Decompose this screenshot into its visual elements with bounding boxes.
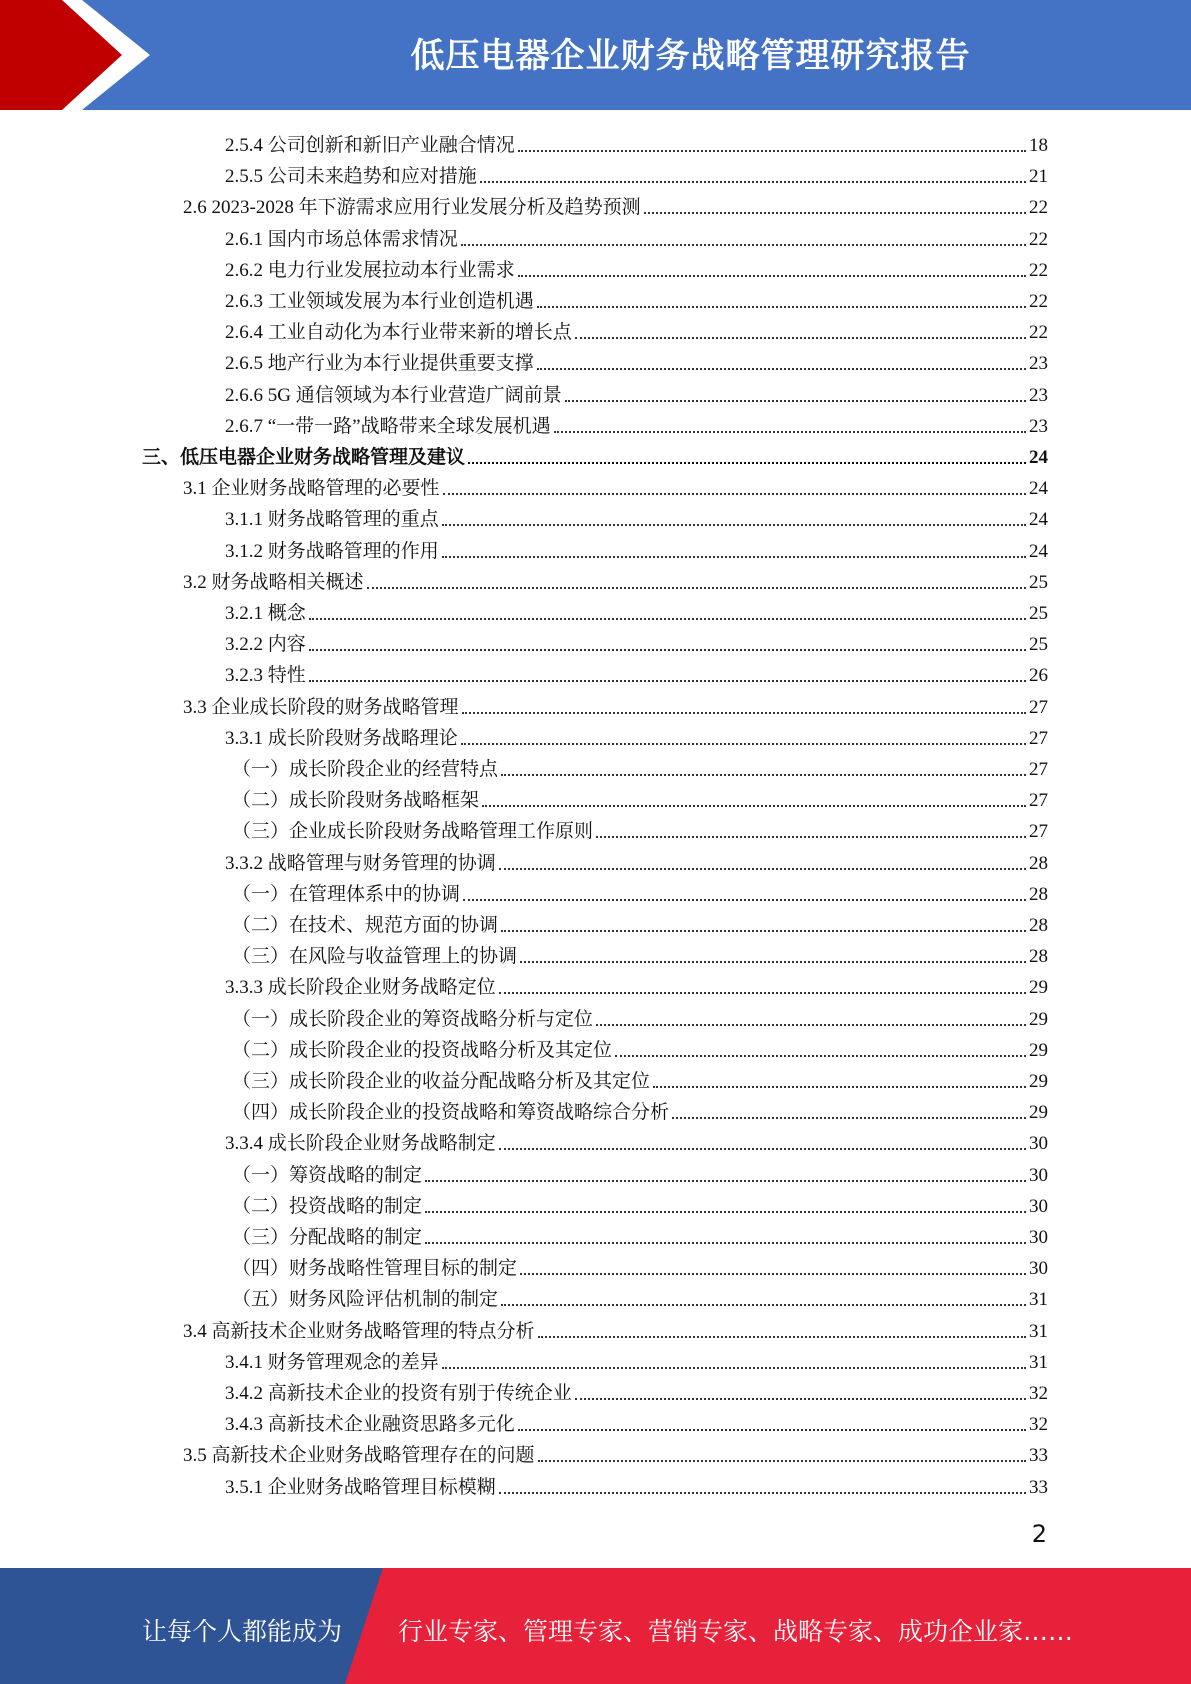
toc-entry[interactable] <box>225 533 1048 564</box>
toc-entry-page: 28 <box>1029 915 1048 936</box>
toc-dot-leader <box>461 243 1026 246</box>
toc-entry[interactable] <box>225 720 1048 751</box>
toc-entry-page: 24 <box>1029 447 1048 468</box>
toc-dot-leader <box>501 929 1026 932</box>
toc-dot-leader <box>480 180 1026 183</box>
toc-entry-label: 2.6.1 国内市场总体需求情况 <box>225 228 458 250</box>
toc-entry-page: 29 <box>1029 1102 1048 1124</box>
toc-entry[interactable] <box>232 1250 1048 1281</box>
toc-entry[interactable] <box>232 1219 1048 1250</box>
toc-entry-page: 32 <box>1029 1414 1048 1436</box>
toc-entry[interactable] <box>232 1001 1048 1032</box>
toc-dot-leader <box>672 1116 1026 1119</box>
toc-entry-label: 3.4.1 财务管理观念的差异 <box>225 1351 439 1373</box>
toc-entry[interactable] <box>232 782 1048 813</box>
toc-entry[interactable] <box>232 1094 1048 1125</box>
toc-entry-label: （一）筹资战略的制定 <box>232 1164 423 1186</box>
toc-entry-label: 3.5 高新技术企业财务战略管理存在的问题 <box>183 1445 535 1467</box>
toc-entry[interactable] <box>183 564 1048 595</box>
toc-entry-page: 22 <box>1029 322 1048 344</box>
toc-dot-leader <box>520 1272 1026 1275</box>
toc-entry-label: 3.1 企业财务战略管理的必要性 <box>183 478 440 500</box>
toc-dot-leader <box>518 149 1026 152</box>
toc-entry[interactable] <box>183 1437 1048 1468</box>
toc-entry[interactable] <box>225 408 1048 439</box>
toc-dot-leader <box>518 274 1026 277</box>
toc-entry-page: 33 <box>1029 1445 1048 1467</box>
toc-entry[interactable] <box>232 751 1048 782</box>
toc-dot-leader <box>499 1147 1026 1150</box>
toc-entry-label: （一）在管理体系中的协调 <box>232 883 461 905</box>
toc-dot-leader <box>442 555 1026 558</box>
footer-slogan-right: 行业专家、管理专家、营销专家、战略专家、成功企业家…… <box>398 1617 1074 1646</box>
toc-dot-leader <box>575 1397 1026 1400</box>
toc-dot-leader <box>596 1023 1026 1026</box>
toc-dot-leader <box>468 461 1026 464</box>
toc-entry-label: 3.2.3 特性 <box>225 665 306 687</box>
toc-entry-page: 31 <box>1029 1351 1048 1373</box>
toc-dot-leader <box>367 586 1026 589</box>
toc-entry-page: 29 <box>1029 1008 1048 1030</box>
toc-entry-label: （三）成长阶段企业的收益分配战略分析及其定位 <box>232 1071 651 1092</box>
toc-entry[interactable] <box>225 1375 1048 1406</box>
toc-dot-leader <box>463 898 1026 901</box>
toc-entry-page: 27 <box>1029 790 1048 812</box>
toc-dot-leader <box>309 679 1026 682</box>
toc-dot-leader <box>499 991 1026 994</box>
toc-entry-page: 24 <box>1029 478 1048 500</box>
toc-entry[interactable] <box>232 1032 1048 1063</box>
toc-entry[interactable] <box>225 252 1048 283</box>
toc-entry[interactable] <box>183 1313 1048 1344</box>
toc-entry-label: 3.2 财务战略相关概述 <box>183 571 364 593</box>
toc-dot-leader <box>538 1459 1026 1462</box>
toc-entry-page: 24 <box>1029 540 1048 562</box>
toc-entry-page: 27 <box>1029 696 1048 718</box>
toc-entry-page: 27 <box>1029 727 1048 749</box>
toc-dot-leader <box>520 960 1026 963</box>
toc-entry-label: 3.2.2 内容 <box>225 634 306 656</box>
page-number: 2 <box>1031 1520 1047 1548</box>
toc-entry-label: （三）企业成长阶段财务战略管理工作原则 <box>232 821 594 843</box>
toc-entry-label: （三）在风险与收益管理上的协调 <box>232 946 518 968</box>
toc-dot-leader <box>554 430 1026 433</box>
page-header <box>0 0 1191 110</box>
toc-entry-label: （三）分配战略的制定 <box>232 1227 423 1248</box>
toc-entry[interactable] <box>232 938 1048 969</box>
toc-entry[interactable] <box>225 283 1048 314</box>
toc-entry-label: 3.3.1 成长阶段财务战略理论 <box>225 727 458 749</box>
toc-entry-page: 25 <box>1029 571 1048 593</box>
toc-dot-leader <box>615 1054 1026 1057</box>
toc-entry-label: 3.2.1 概念 <box>225 603 306 624</box>
toc-entry-page: 33 <box>1029 1476 1048 1498</box>
toc-entry-label: （五）财务风险评估机制的制定 <box>232 1289 499 1311</box>
toc-entry-page: 25 <box>1029 634 1048 656</box>
toc-entry-label: 3.1.1 财务战略管理的重点 <box>225 509 439 531</box>
toc-dot-leader <box>462 711 1026 714</box>
toc-entry[interactable] <box>225 626 1048 657</box>
toc-dot-leader <box>501 773 1026 776</box>
toc-entry-label: 2.6 2023-2028 年下游需求应用行业发展分析及趋势预测 <box>183 197 641 219</box>
toc-entry[interactable] <box>225 1125 1048 1156</box>
toc-entry-page: 28 <box>1029 946 1048 968</box>
toc-entry[interactable] <box>232 813 1048 844</box>
toc-entry-page: 22 <box>1029 259 1048 281</box>
toc-entry-page: 29 <box>1029 1039 1048 1061</box>
toc-dot-leader <box>499 867 1026 870</box>
toc-entry-label: 3.4.3 高新技术企业融资思路多元化 <box>225 1414 515 1436</box>
toc-entry-page: 29 <box>1029 977 1048 999</box>
toc-entry-page: 18 <box>1029 135 1048 156</box>
toc-entry[interactable] <box>225 969 1048 1000</box>
toc-entry[interactable] <box>183 470 1048 501</box>
toc-entry[interactable] <box>183 689 1048 720</box>
toc-entry[interactable] <box>225 314 1048 345</box>
toc-entry[interactable] <box>225 1469 1048 1500</box>
toc-entry-page: 22 <box>1029 228 1048 250</box>
toc-entry-label: 3.3.4 成长阶段企业财务战略制定 <box>225 1133 496 1155</box>
toc-entry[interactable] <box>232 1157 1048 1188</box>
toc-dot-leader <box>443 492 1026 495</box>
toc-entry[interactable] <box>225 127 1048 158</box>
toc-entry-page: 25 <box>1029 603 1048 624</box>
toc-dot-leader <box>653 1085 1026 1088</box>
toc-dot-leader <box>538 1335 1026 1338</box>
toc-entry-label: （一）成长阶段企业的经营特点 <box>232 759 499 780</box>
toc-dot-leader <box>461 742 1026 745</box>
toc-entry-label: （二）在技术、规范方面的协调 <box>232 915 499 936</box>
toc-entry[interactable] <box>225 221 1048 252</box>
toc-dot-leader <box>309 617 1026 620</box>
toc-entry[interactable] <box>225 1406 1048 1437</box>
toc-dot-leader <box>518 1428 1026 1431</box>
toc-entry[interactable] <box>225 377 1048 408</box>
toc-entry[interactable] <box>225 1344 1048 1375</box>
toc-dot-leader <box>565 399 1026 402</box>
toc-entry-label: 2.6.4 工业自动化为本行业带来新的增长点 <box>225 322 572 344</box>
toc-entry-label: （二）成长阶段企业的投资战略分析及其定位 <box>232 1039 613 1061</box>
toc-entry-label: 2.6.7 “一带一路”战略带来全球发展机遇 <box>225 415 551 437</box>
toc-entry-page: 28 <box>1029 852 1048 874</box>
toc-dot-leader <box>644 211 1026 214</box>
toc-entry-page: 30 <box>1029 1258 1048 1280</box>
toc-entry[interactable] <box>232 907 1048 938</box>
toc-entry-page: 27 <box>1029 821 1048 843</box>
toc-entry[interactable] <box>225 158 1048 189</box>
toc-entry-label: 2.6.5 地产行业为本行业提供重要支撑 <box>225 353 534 375</box>
toc-dot-leader <box>425 1241 1026 1244</box>
toc-entry-label: （二）投资战略的制定 <box>232 1195 423 1217</box>
page-footer <box>0 1568 1191 1684</box>
toc-entry-page: 31 <box>1029 1320 1048 1342</box>
toc-dot-leader <box>442 1366 1026 1369</box>
footer-slogan-left: 让每个人都能成为 <box>142 1617 343 1646</box>
toc-entry[interactable] <box>232 876 1048 907</box>
toc-entry-page: 23 <box>1029 384 1048 406</box>
toc-entry[interactable] <box>225 501 1048 532</box>
toc-entry-page: 29 <box>1029 1071 1048 1092</box>
toc-entry-page: 30 <box>1029 1195 1048 1217</box>
toc-dot-leader <box>596 835 1026 838</box>
toc-entry[interactable] <box>232 1063 1048 1094</box>
toc-entry-label: 2.6.2 电力行业发展拉动本行业需求 <box>225 259 515 281</box>
toc-entry-page: 22 <box>1029 197 1048 219</box>
toc-entry[interactable] <box>232 1281 1048 1312</box>
toc-entry-label: 2.5.4 公司创新和新旧产业融合情况 <box>225 135 515 156</box>
toc-entry[interactable] <box>142 439 1048 470</box>
toc-entry-label: 3.4 高新技术企业财务战略管理的特点分析 <box>183 1320 535 1342</box>
toc-entry-label: 三、低压电器企业财务战略管理及建议 <box>142 447 466 468</box>
toc-dot-leader <box>482 804 1026 807</box>
toc-entry-label: 3.3 企业成长阶段的财务战略管理 <box>183 696 459 718</box>
toc-entry-label: （四）成长阶段企业的投资战略和筹资战略综合分析 <box>232 1102 670 1124</box>
toc-dot-leader <box>537 305 1026 308</box>
toc-entry-page: 26 <box>1029 665 1048 687</box>
document-title: 低压电器企业财务战略管理研究报告 <box>410 36 971 76</box>
toc-entry[interactable] <box>225 595 1048 626</box>
toc-entry-label: （四）财务战略性管理目标的制定 <box>232 1258 518 1280</box>
toc-entry[interactable] <box>232 1188 1048 1219</box>
toc-entry-label: 2.5.5 公司未来趋势和应对措施 <box>225 166 477 188</box>
toc-entry[interactable] <box>225 657 1048 688</box>
toc-entry-label: 3.1.2 财务战略管理的作用 <box>225 540 439 562</box>
toc-dot-leader <box>425 1179 1026 1182</box>
toc-entry-page: 30 <box>1029 1227 1048 1248</box>
toc-entry[interactable] <box>183 189 1048 220</box>
toc-dot-leader <box>499 1491 1026 1494</box>
toc-entry-page: 32 <box>1029 1383 1048 1404</box>
toc-entry-label: （二）成长阶段财务战略框架 <box>232 790 480 812</box>
toc-entry-page: 21 <box>1029 166 1048 188</box>
toc-entry[interactable] <box>225 845 1048 876</box>
toc-entry-page: 31 <box>1029 1289 1048 1311</box>
toc-dot-leader <box>575 336 1026 339</box>
toc-entry[interactable] <box>225 345 1048 376</box>
toc-entry-label: 3.4.2 高新技术企业的投资有别于传统企业 <box>225 1383 572 1404</box>
toc-entry-label: 3.3.3 成长阶段企业财务战略定位 <box>225 977 496 999</box>
toc-entry-page: 22 <box>1029 291 1048 312</box>
toc-entry-page: 30 <box>1029 1133 1048 1155</box>
toc-dot-leader <box>537 367 1026 370</box>
toc-entry-label: 3.3.2 战略管理与财务管理的协调 <box>225 852 496 874</box>
toc-entry-page: 23 <box>1029 353 1048 375</box>
toc-entry-page: 24 <box>1029 509 1048 531</box>
toc-entry-page: 28 <box>1029 883 1048 905</box>
toc-dot-leader <box>309 648 1026 651</box>
toc-entry-page: 27 <box>1029 759 1048 780</box>
toc-entry-page: 30 <box>1029 1164 1048 1186</box>
toc-entry-page: 23 <box>1029 415 1048 437</box>
toc-dot-leader <box>442 523 1026 526</box>
toc-entry-label: 3.5.1 企业财务战略管理目标模糊 <box>225 1476 496 1498</box>
toc-dot-leader <box>501 1303 1026 1306</box>
toc-entry-label: 2.6.3 工业领域发展为本行业创造机遇 <box>225 291 534 312</box>
toc-dot-leader <box>425 1210 1026 1213</box>
toc-entry-label: （一）成长阶段企业的筹资战略分析与定位 <box>232 1008 594 1030</box>
toc-entry-label: 2.6.6 5G 通信领域为本行业营造广阔前景 <box>225 384 562 406</box>
